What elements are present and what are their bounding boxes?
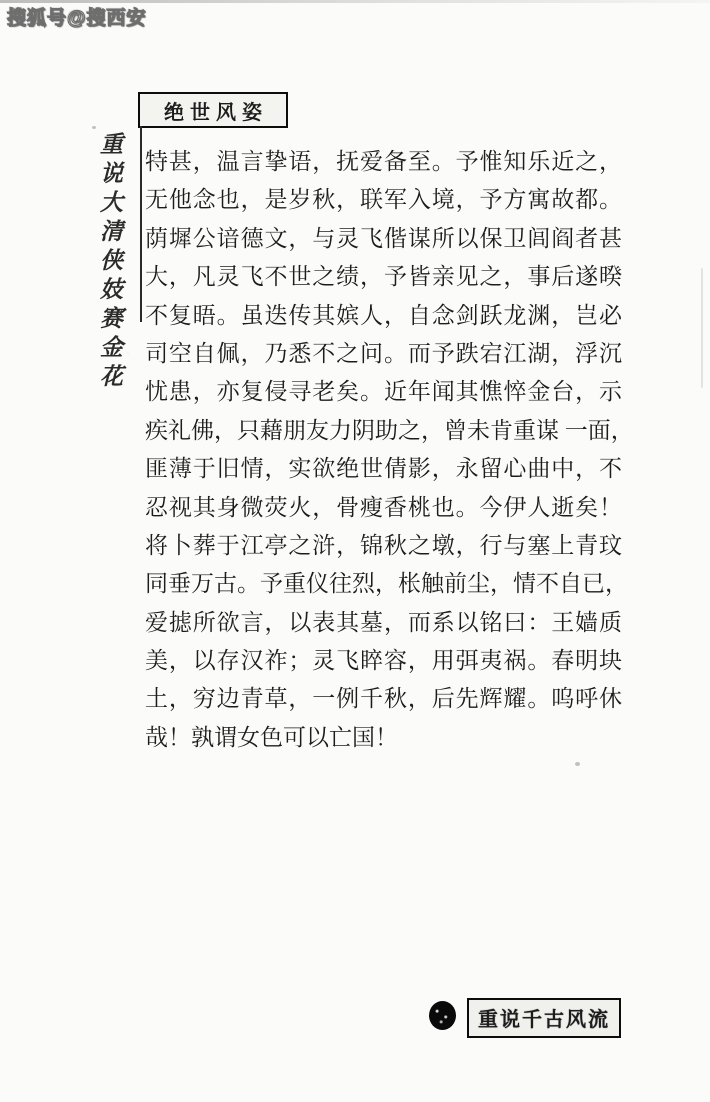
body-line: 匪薄于旧情，实欲绝世倩影，永留心曲中，不 bbox=[145, 456, 622, 482]
section-header-box bbox=[138, 92, 288, 128]
body-line: 荫墀公谙德文，与灵飞偕谋所以保卫闾阎者甚 bbox=[145, 225, 622, 251]
body-line: 忧患，亦复侵寻老矣。近年闻其憔悴金台，示 bbox=[145, 379, 622, 405]
header-vertical-rule bbox=[140, 126, 142, 322]
body-line: 忍视其身微荧火，骨瘦香桃也。今伊人逝矣！ bbox=[145, 494, 622, 520]
page-number-badge bbox=[429, 1001, 456, 1030]
scan-noise-speck bbox=[575, 762, 580, 766]
series-title-box bbox=[467, 998, 621, 1038]
body-line: 将卜葬于江亭之浒，锦秋之墩，行与塞上青玟 bbox=[145, 532, 622, 558]
body-line: 司空自佩，乃悉不之问。而予跌宕江湖，浮沉 bbox=[145, 340, 622, 366]
body-line: 特甚，温言挚语，抚爱备至。予惟知乐近之， bbox=[145, 149, 622, 174]
side-title-vertical: 重说大清侠妓赛金花 bbox=[97, 132, 122, 393]
scan-noise-smudge bbox=[701, 268, 703, 388]
body-line: 大，凡灵飞不世之绩，予皆亲见之，事后遂暌 bbox=[145, 264, 622, 290]
scan-noise-speck bbox=[92, 126, 96, 129]
body-line: 不复晤。虽迭传其嫔人，自念剑跃龙渊，岂必 bbox=[145, 302, 622, 328]
body-text bbox=[145, 143, 634, 757]
body-line: 爱摅所欲言，以表其墓，而系以铭曰：王嫱质 bbox=[145, 609, 622, 635]
body-line: 疾礼佛，只藉朋友力阴助之，曾未肯重谋 一面， bbox=[145, 417, 634, 443]
body-line: 土，穷边青草，一例千秋，后先辉耀。呜呼休 bbox=[145, 686, 622, 712]
section-header-label: 绝世风姿 bbox=[164, 101, 268, 124]
body-line: 无他念也，是岁秋，联军入境，予方寓故都。 bbox=[145, 187, 622, 213]
body-line: 哉！孰谓女色可以亡国！ bbox=[145, 724, 398, 750]
watermark-text: 搜狐号@搜西安 bbox=[7, 8, 147, 29]
body-line: 同垂万古。予重仪往烈，枨触前尘，情不自已， bbox=[145, 571, 628, 597]
body-line: 美，以存汉祚；灵飞睟容，用弭夷祸。春明块 bbox=[145, 648, 622, 674]
series-title-label: 重说千古风流 bbox=[478, 1009, 610, 1031]
